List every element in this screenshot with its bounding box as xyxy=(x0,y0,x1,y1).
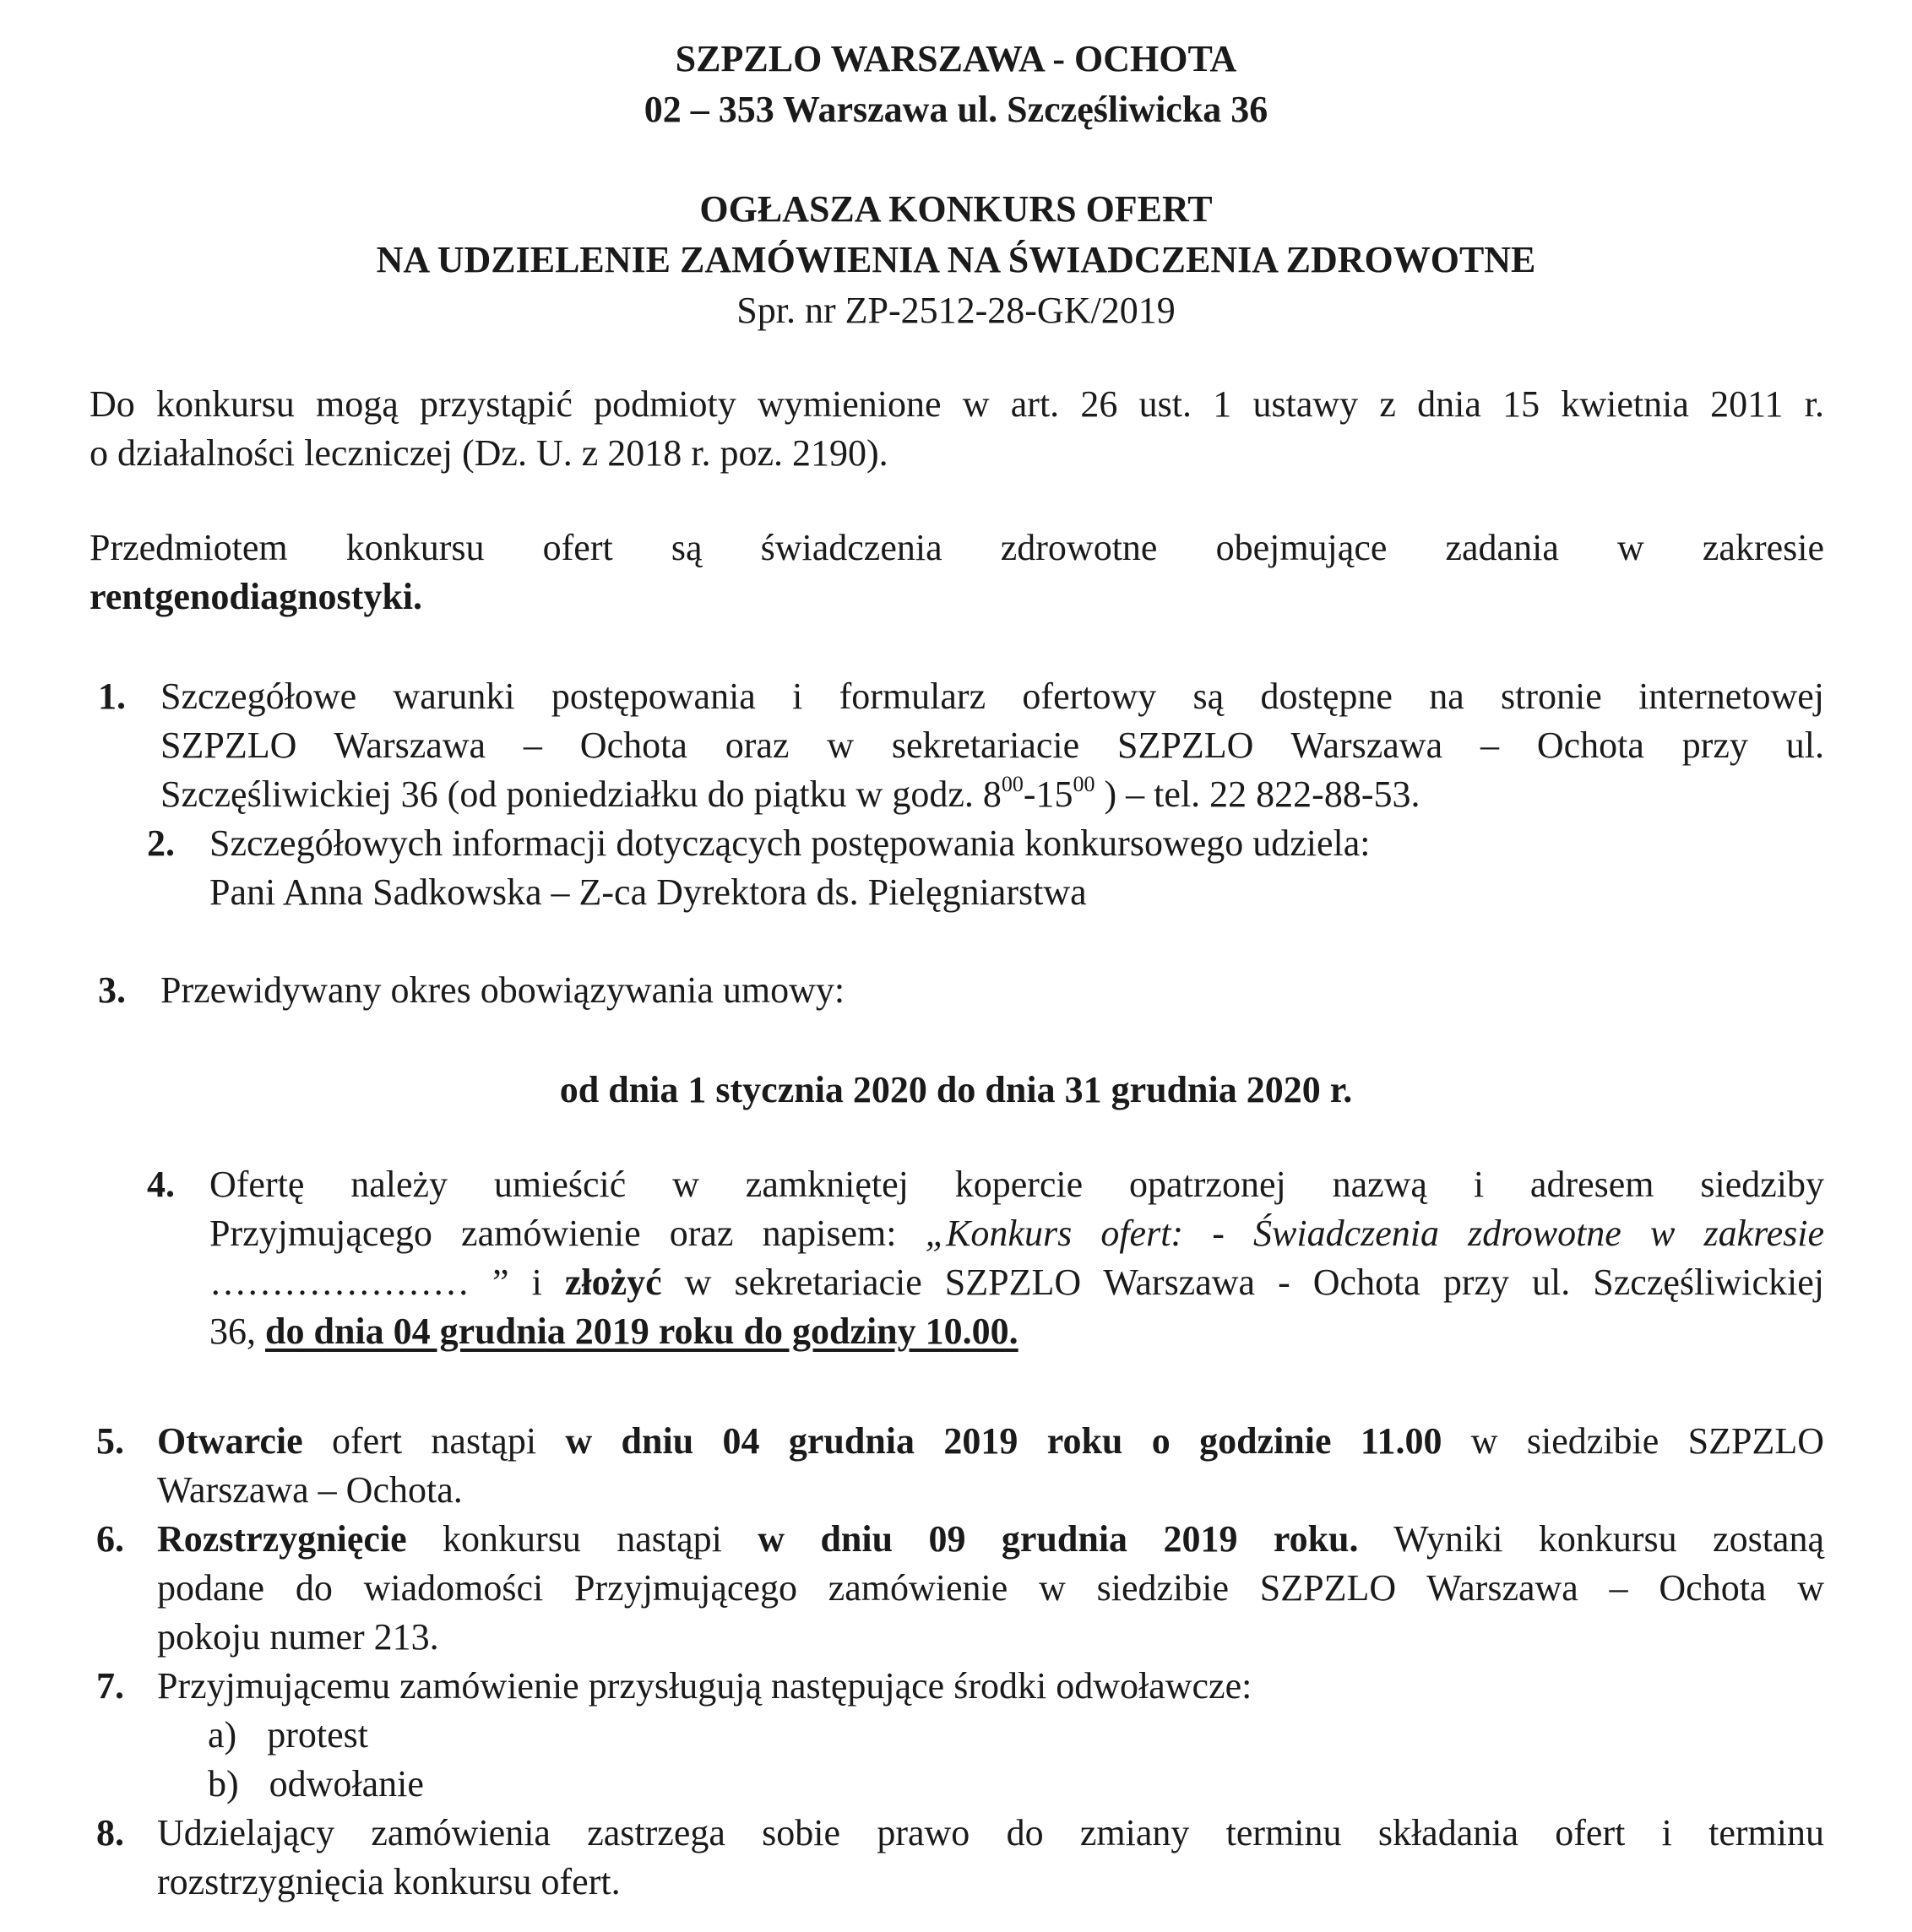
intro-paragraph xyxy=(90,380,1824,478)
subject-bold: rentgenodiagnostyki. xyxy=(90,576,423,617)
item-6-line-2: podane do wiadomości Przyjmującego zamówienie w siedzibie SZPZLO Warszawa – Ochota w xyxy=(157,1567,1824,1609)
list-item-5 xyxy=(96,1417,1824,1518)
list-item-2 xyxy=(147,819,1824,920)
list-item-3 xyxy=(98,966,1824,1017)
list-item-7 xyxy=(96,1662,1824,1712)
item-number: 8. xyxy=(96,1812,124,1853)
item-2-line-1: Szczegółowych informacji dotyczących postępowania konkursowego udziela: xyxy=(209,822,1371,864)
subject-line-1: Przedmiotem konkursu ofert są świadczenia zdrowotne obejmujące zadania w zakresie xyxy=(90,527,1824,568)
sub-item-b-label: b) xyxy=(208,1763,239,1804)
contract-period: od dnia 1 stycznia 2020 do dnia 31 grudnia 2020 r. xyxy=(559,1069,1353,1110)
item-number: 7. xyxy=(96,1665,124,1707)
subject-paragraph xyxy=(90,524,1824,621)
item-number: 3. xyxy=(98,969,126,1011)
item-4-line-4: 36, do dnia 04 grudnia 2019 roku do godziny 10.00. xyxy=(209,1311,1018,1352)
list-item-4 xyxy=(147,1160,1824,1363)
item-4-line-2: Przyjmującego zamówienie oraz napisem: „Konkurs ofert: - Świadczenia zdrowotne w zakresie xyxy=(209,1213,1824,1254)
list-item-6 xyxy=(96,1515,1824,1667)
item-6-line-1: Rozstrzygnięcie konkursu nastąpi w dniu 09 grudnia 2019 roku. Wyniki konkursu zostaną xyxy=(157,1518,1824,1560)
item-body xyxy=(157,1809,1824,1907)
item-number: 1. xyxy=(98,676,126,717)
item-1-line-1: Szczegółowe warunki postępowania i formularz ofertowy są dostępne na stronie internetowej xyxy=(160,676,1824,717)
item-4-line-1: Ofertę należy umieścić w zamkniętej kopercie opatrzonej nazwą i adresem siedziby xyxy=(209,1164,1824,1205)
intro-line-2: o działalności leczniczej (Dz. U. z 2018 r. poz. 2190). xyxy=(90,432,888,474)
item-body xyxy=(160,966,1824,1015)
item-body xyxy=(157,1417,1824,1515)
item-3-line-1: Przewidywany okres obowiązywania umowy: xyxy=(160,969,845,1011)
item-body xyxy=(209,1160,1824,1356)
title-line-1: OGŁASZA KONKURS OFERT xyxy=(699,188,1213,230)
sub-item-a-label: a) xyxy=(208,1714,237,1756)
item-body xyxy=(157,1515,1824,1662)
header xyxy=(0,34,1912,135)
title-line-2: NA UDZIELENIE ZAMÓWIENIA NA ŚWIADCZENIA ZDROWOTNE xyxy=(376,239,1536,280)
sub-item-a-text: protest xyxy=(267,1714,368,1756)
item-1-line-3: Szczęśliwickiej 36 (od poniedziałku do piątku w godz. $8^{00}-15^{00}$ ) – tel. 22 822-88-53. xyxy=(160,772,1420,815)
item-body xyxy=(160,672,1824,819)
item-1-line-2: SZPZLO Warszawa – Ochota oraz w sekretariacie SZPZLO Warszawa – Ochota przy ul. xyxy=(160,724,1824,766)
item-6-line-3: pokoju numer 213. xyxy=(157,1616,439,1658)
item-7-line-1: Przyjmującemu zamówienie przysługują następujące środki odwoławcze: xyxy=(157,1665,1252,1707)
item-2-line-2: Pani Anna Sadkowska – Z-ca Dyrektora ds. Pielęgniarstwa xyxy=(209,871,1087,913)
item-body xyxy=(209,819,1824,917)
sub-item-b-text: odwołanie xyxy=(269,1763,424,1804)
submission-deadline: do dnia 04 grudnia 2019 roku do godziny 10.00. xyxy=(265,1311,1018,1352)
list-item-1 xyxy=(98,672,1824,824)
organization-address: 02 – 353 Warszawa ul. Szczęśliwicka 36 xyxy=(644,89,1268,130)
item-8-line-2: rozstrzygnięcia konkursu ofert. xyxy=(157,1861,621,1902)
item-number: 4. xyxy=(147,1164,175,1205)
sub-item-a xyxy=(208,1711,368,1760)
item-body xyxy=(157,1662,1824,1711)
item-4-line-3: ………………… ” i złożyć w sekretariacie SZPZLO Warszawa - Ochota przy ul. Szczęśliwickiej xyxy=(209,1262,1824,1303)
item-5-line-1: Otwarcie ofert nastąpi w dniu 04 grudnia 2019 roku o godzinie 11.00 w siedzibie SZPZLO xyxy=(157,1420,1824,1462)
item-number: 6. xyxy=(96,1518,124,1560)
item-number: 2. xyxy=(147,822,175,864)
intro-line-1: Do konkursu mogą przystąpić podmioty wymienione w art. 26 ust. 1 ustawy z dnia 15 kwietnia 2011 r. xyxy=(90,383,1824,425)
item-5-line-2: Warszawa – Ochota. xyxy=(157,1469,463,1511)
item-number: 5. xyxy=(96,1420,124,1462)
item-8-line-1: Udzielający zamówienia zastrzega sobie prawo do zmiany terminu składania ofert i terminu xyxy=(157,1812,1824,1853)
list-item-8 xyxy=(96,1809,1824,1910)
organization-name: SZPZLO WARSZAWA - OCHOTA xyxy=(675,38,1237,79)
case-number: Spr. nr ZP-2512-28-GK/2019 xyxy=(736,290,1176,331)
title-block xyxy=(0,184,1912,336)
sub-item-b xyxy=(208,1760,424,1809)
